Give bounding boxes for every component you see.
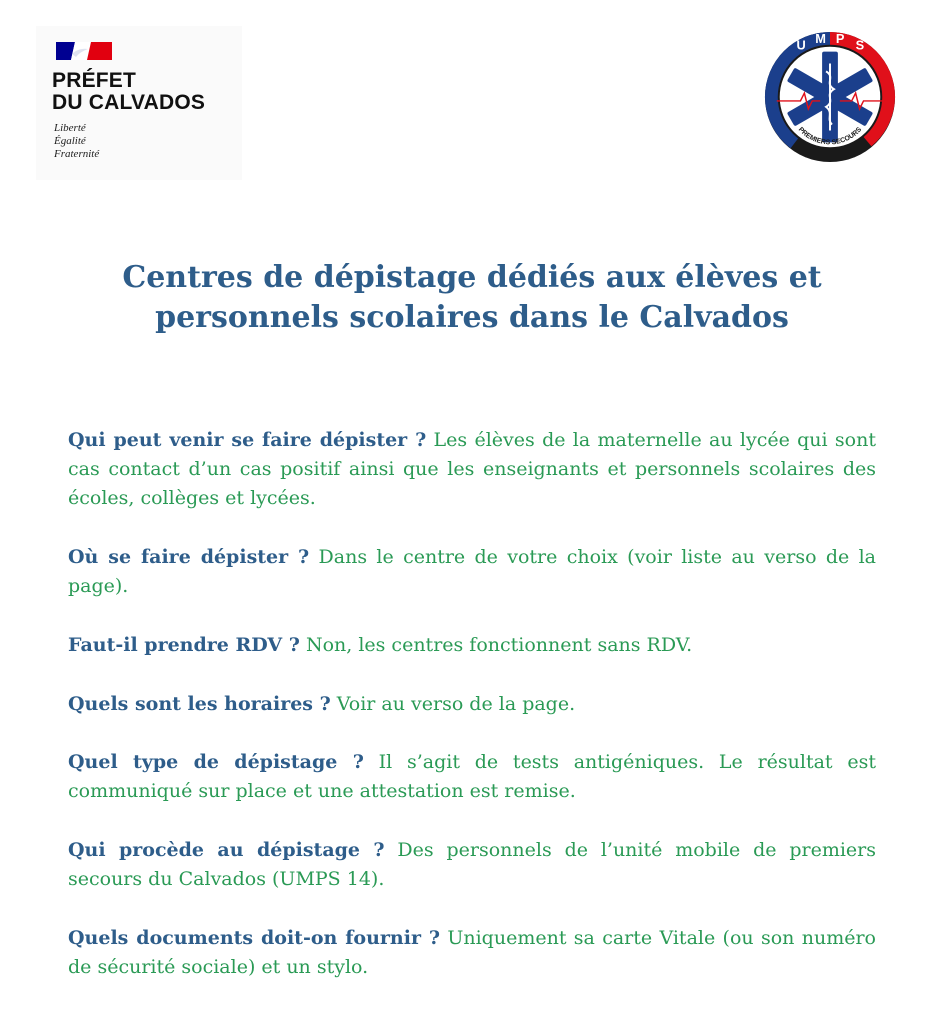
page-title-line1: Centres de dépistage dédiés aux élèves et	[122, 260, 822, 295]
prefet-title-line2: DU CALVADOS	[52, 91, 206, 114]
prefet-title	[52, 70, 205, 114]
faq-answer: Les élèves de la maternelle au lycée qui sont cas contact d’un cas positif ainsi que les enseignants et personnels scolaires des écoles, collèges et lycées.	[68, 429, 876, 509]
faq-question: Quels documents doit-on fournir ?	[68, 927, 441, 949]
faq-answer: Uniquement sa carte Vitale (ou son numéro de sécurité sociale) et un stylo.	[68, 927, 876, 978]
faq-question: Quel type de dépistage ?	[68, 751, 364, 773]
umps-letter-s: S	[855, 37, 865, 53]
faq-answer: Des personnels de l’unité mobile de premiers secours du Calvados (UMPS 14).	[68, 839, 876, 890]
faq-item	[68, 690, 876, 719]
page-title	[60, 258, 884, 338]
faq-question: Quels sont les horaires ?	[68, 693, 331, 715]
faq-item	[68, 836, 876, 894]
faq-item	[68, 543, 876, 601]
umps-letter-u: U	[796, 37, 806, 53]
motto-fraternite: Fraternité	[54, 148, 100, 160]
faq-item	[68, 748, 876, 806]
faq-question: Qui procède au dépistage ?	[68, 839, 385, 861]
prefet-logo-block	[36, 26, 242, 180]
faq-question: Faut-il prendre RDV ?	[68, 634, 300, 656]
faq-answer: Dans le centre de votre choix (voir liste au verso de la page).	[68, 546, 876, 597]
faq-question: Qui peut venir se faire dépister ?	[68, 429, 427, 451]
faq-answer: Il s’agit de tests antigéniques. Le résultat est communiqué sur place et une attestation est remise.	[68, 751, 876, 802]
faq-question: Où se faire dépister ?	[68, 546, 310, 568]
faq-item	[68, 924, 876, 982]
faq-answer: Voir au verso de la page.	[330, 693, 576, 715]
umps-logo	[761, 28, 899, 166]
umps-ring-text: PREMIERS SECOURS	[796, 126, 864, 147]
umps-letter-p: P	[835, 30, 845, 46]
motto-liberte: Liberté	[54, 122, 86, 134]
faq-item	[68, 631, 876, 660]
umps-letter-m: M	[815, 30, 826, 46]
prefet-title-line1: PRÉFET	[52, 69, 137, 92]
republic-motto	[54, 122, 99, 161]
page-title-line2: personnels scolaires dans le Calvados	[155, 300, 789, 335]
motto-egalite: Égalité	[54, 135, 86, 147]
republic-flag-icon	[52, 40, 116, 62]
faq-item	[68, 426, 876, 513]
faq-answer: Non, les centres fonctionnent sans RDV.	[299, 634, 693, 656]
